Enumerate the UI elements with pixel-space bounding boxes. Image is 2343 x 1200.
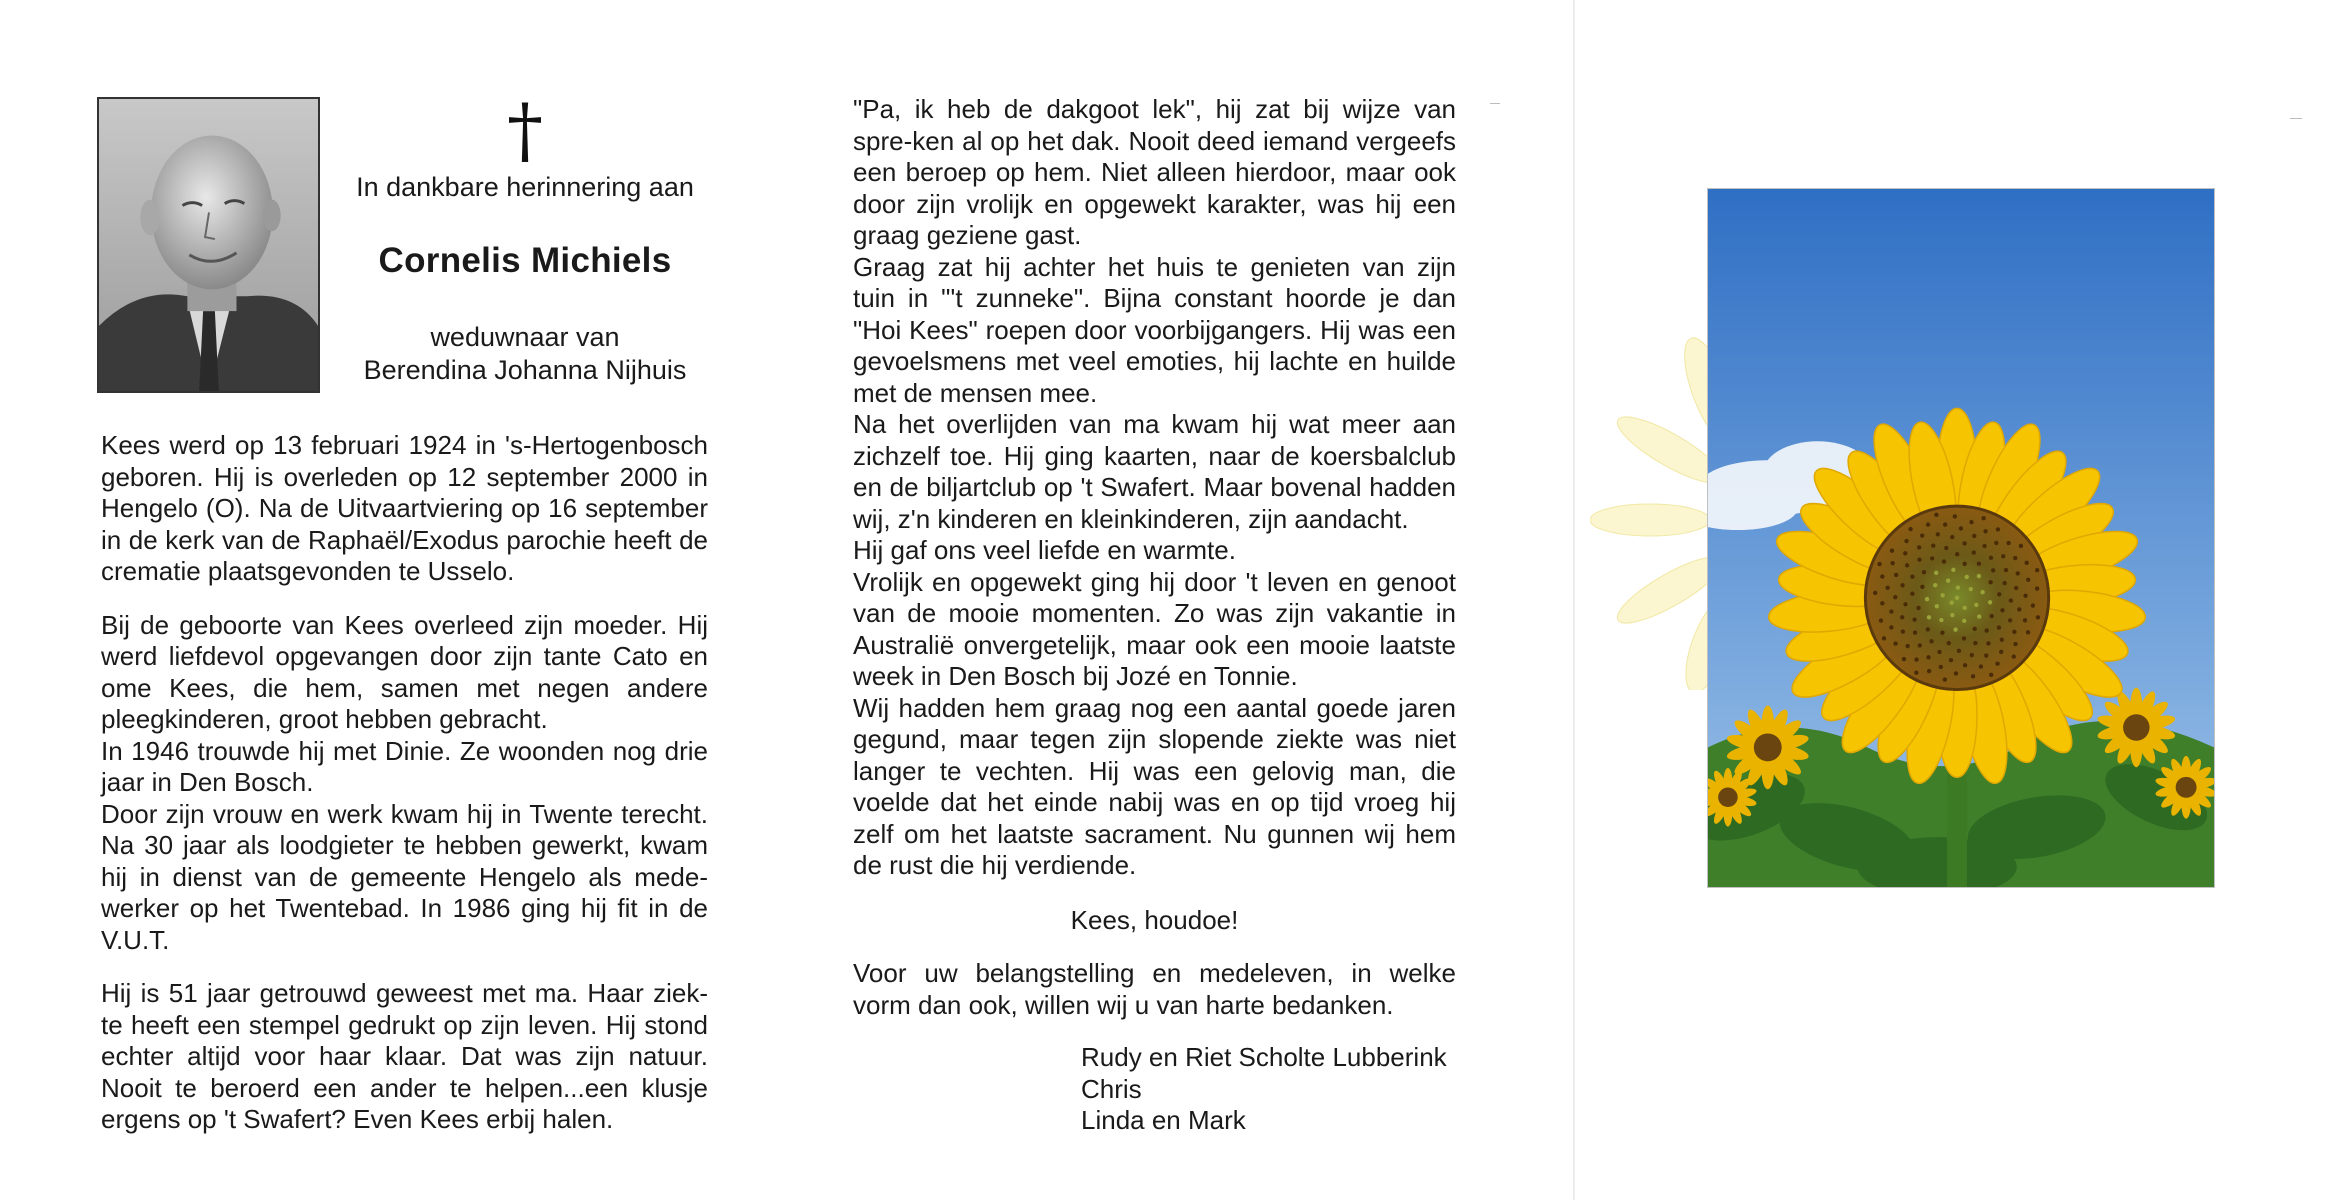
sunflower-image [1708, 189, 2214, 887]
paragraph: "Pa, ik heb de dakgoot lek", hij zat bij wijze van spre-ken al op het dak. Nooit deed iemand vergeefs een beroep op hem. Niet alleen hierdoor, maar ook door zijn vrolijk en opgewekt karakter, was hij een graag geziene gast. [853, 94, 1456, 250]
signatures [1081, 1042, 1447, 1137]
paragraph: Kees werd op 13 februari 1924 in 's-Hertogenbosch geboren. Hij is overleden op 12 september 2000 in Hengelo (O). Na de Uitvaartviering op 16 september in de kerk van de Raphaël/Exodus parochie heeft de crematie plaatsgevonden te Usselo. [101, 430, 708, 586]
paragraph: Wij hadden hem graag nog een aantal goede jaren gegund, maar tegen zijn slopende ziekte was niet langer te vechten. Hij was een gelovig man, die voelde dat het einde nabij was en op tijd vroeg hij zelf om het laatste sacrament. Nu gunnen wij hem de rust die hij verdiende. [853, 692, 1456, 880]
paragraph: Vrolijk en opgewekt ging hij door 't leven en genoot van de mooie momenten. Zo was zijn vakantie in Australië onvergetelijk, maar ook een mooie laatste week in Den Bosch bij Jozé en Tonnie. [853, 566, 1456, 691]
widower-of [340, 321, 710, 387]
trim-mark [2290, 118, 2302, 119]
sunflower-photo [1707, 188, 2215, 888]
card-fold-divider [1573, 0, 1575, 1200]
paragraph: Hij gaf ons veel liefde en warmte. [853, 535, 1236, 565]
paragraph: Graag zat hij achter het huis te genieten van zijn tuin in "'t zunneke". Bijna constant hoorde je dan "Hoi Kees" roepen door voorbijgangers. Hij was een gevoelsmens met veel emoties, hij lachte en huilde met de mensen mee. [853, 251, 1456, 408]
paragraph: Na het overlijden van ma kwam hij wat meer aan zichzelf toe. Hij ging kaarten, naar de koersbalclub en de biljartclub op 't Swafert. Maar bovenal hadden wij, z'n kinderen en kleinkinderen, zijn aandacht. [853, 409, 1456, 534]
paragraph: Door zijn vrouw en werk kwam hij in Twente terecht. Na 30 jaar als loodgieter te hebben gewerkt, kwam hij in dienst van de gemeente Hengelo als mede-werker op het Twentebad. In 1986 ging hij fit in de V.U.T. [101, 798, 708, 955]
deceased-name: Cornelis Michiels [378, 241, 672, 280]
widower-of-line: weduwnaar van [430, 322, 620, 352]
paragraph: In 1946 trouwde hij met Dinie. Ze woonden nog drie jaar in Den Bosch. [101, 735, 708, 797]
thanks-paragraph: Voor uw belangstelling en medeleven, in welke vorm dan ook, willen wij u van harte bedanken. [853, 958, 1456, 1020]
portrait-photo [97, 97, 320, 393]
portrait-image [99, 99, 318, 391]
spouse-name: Berendina Johanna Nijhuis [363, 355, 687, 385]
biography-middle [853, 94, 1456, 882]
biography-left [101, 430, 708, 1136]
intro-line: In dankbare herinnering aan [356, 172, 694, 202]
signature-line: Linda en Mark [1081, 1105, 1246, 1135]
signature-line: Chris [1081, 1073, 1142, 1104]
farewell-line: Kees, houdoe! [1070, 905, 1239, 935]
paragraph: Bij de geboorte van Kees overleed zijn moeder. Hij werd liefdevol opgevangen door zijn tante Cato en ome Kees, die hem, samen met negen andere pleegkinderen, groot hebben gebracht. [101, 609, 708, 734]
cross-icon: † [507, 88, 543, 172]
card-header [340, 90, 710, 387]
trim-mark [1490, 103, 1500, 104]
signature-line: Rudy en Riet Scholte Lubberink [1081, 1042, 1447, 1072]
paragraph: Hij is 51 jaar getrouwd geweest met ma. Haar ziek-te heeft een stempel gedrukt op zijn leven. Hij stond echter altijd voor haar klaar. Dat was zijn natuur. Nooit te beroerd een ander te helpen...een klusje ergens op 't Swafert? Even Kees erbij halen. [101, 978, 708, 1134]
